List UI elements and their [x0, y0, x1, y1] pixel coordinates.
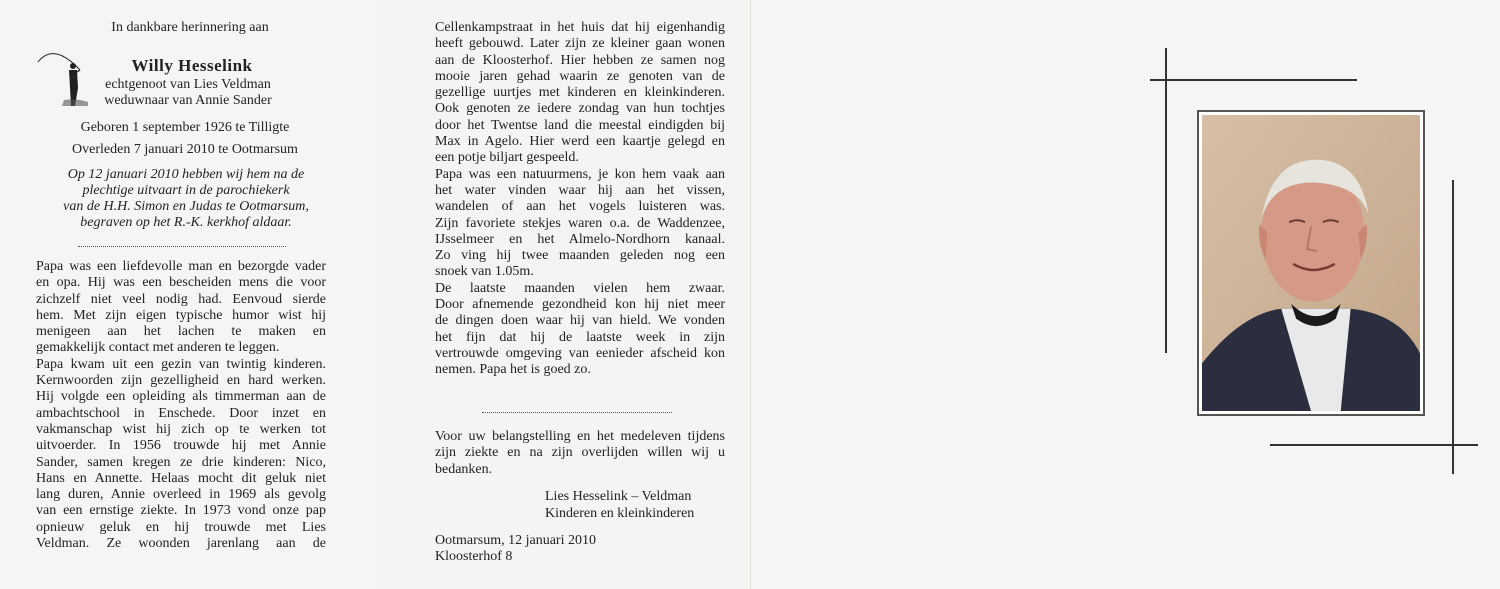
funeral-line: plechtige uitvaart in de parochiekerk — [82, 183, 290, 198]
bio-line: vakmanschap wist hij zich op te werken tot — [36, 421, 326, 437]
decorative-line-left — [1165, 48, 1167, 353]
decorative-line-top — [1150, 79, 1357, 81]
deceased-name: Willy Hesselink — [131, 56, 253, 75]
bio-line: door het Twentse land die meestal eindigden bij — [435, 117, 725, 133]
bio-line: Hans en Annette. Helaas mocht dit geluk niet — [36, 470, 326, 486]
bio-line: gemakkelijk contact met anderen te leggen. — [36, 340, 280, 356]
bio-line: Max in Agelo. Hier werd een kaartje gelegd en — [435, 134, 725, 150]
spouse-line: echtgenoot van Lies Veldman — [105, 77, 271, 92]
bio-line: wandelen of aan het vogels luisteren was. — [435, 199, 725, 215]
fisherman-silhouette-icon — [36, 40, 88, 110]
bio-line: gezellige uurtjes met kinderen en kleinkinderen. — [435, 85, 725, 101]
signature-children: Kinderen en kleinkinderen — [545, 506, 695, 521]
dotted-divider — [78, 246, 286, 247]
bio-line: het water vinden waar hij aan het vissen, — [435, 182, 725, 198]
intro-text: In dankbare herinnering aan — [111, 20, 269, 35]
address: Kloosterhof 8 — [435, 549, 513, 564]
widower-line: weduwnaar van Annie Sander — [104, 93, 272, 108]
biography-part-1 — [36, 259, 326, 552]
bio-line: Papa was een liefdevolle man en bezorgde vader — [36, 259, 326, 274]
bio-line: lang duren, Annie overleed in 1969 als gevolg — [36, 487, 326, 503]
bio-line: de dingen doen waar hij van hield. We vonden — [435, 313, 725, 329]
funeral-line: begraven op het R.-K. kerkhof aldaar. — [80, 215, 292, 230]
bio-line: hem. Met zijn eigen typische humor wist hij — [36, 307, 326, 323]
thanks-line: Voor uw belangstelling en het medeleven tijdens — [435, 429, 725, 444]
thanks-line: zijn ziekte en na zijn overlijden willen wij u — [435, 445, 725, 461]
bio-line: mooie jaren gehad waarin ze genoten van de — [435, 68, 725, 84]
bio-line: opnieuw geluk en hij trouwde met Lies — [36, 519, 326, 535]
decorative-line-right — [1452, 180, 1454, 474]
bio-line: IJsselmeer en het Almelo-Nordhorn kanaal. — [435, 231, 725, 247]
bio-line: en opa. Hij was een bescheiden mens die voor — [36, 275, 326, 291]
bio-line: Zo ving hij twee maanden geleden nog een — [435, 248, 725, 264]
bio-line: Zijn favoriete stekjes waren o.a. de Waddenzee, — [435, 215, 725, 231]
funeral-text — [40, 167, 332, 231]
bio-line: snoek van 1.05m. — [435, 264, 534, 280]
funeral-line: van de H.H. Simon en Judas te Ootmarsum, — [63, 199, 309, 214]
fold-line — [750, 0, 751, 589]
bio-line: Cellenkampstraat in het huis dat hij eigenhandig — [435, 20, 725, 35]
bio-line: vertrouwde omgeving van eenieder afscheid kon — [435, 345, 725, 361]
bio-line: menigeen aan het lachen te maken en — [36, 324, 326, 340]
bio-line: het fijn dat hij de laatste week in zijn — [435, 329, 725, 345]
bio-line: uitvoerder. In 1956 trouwde hij met Annie — [36, 438, 326, 454]
bio-line: Kernwoorden zijn gezelligheid en hard werken. — [36, 373, 326, 389]
portrait-photo — [1202, 115, 1420, 411]
decorative-line-bottom — [1270, 444, 1478, 446]
portrait-frame — [1197, 110, 1425, 416]
bio-line: Veldman. Ze woonden jarenlang aan de — [36, 536, 326, 552]
bio-line: aan de Kloosterhof. Hier hebben ze samen nog — [435, 52, 725, 68]
bio-line: nemen. Papa het is goed zo. — [435, 362, 591, 378]
thanks-line: bedanken. — [435, 461, 493, 477]
bio-line: een potje biljart gespeeld. — [435, 150, 579, 166]
bio-line: De laatste maanden vielen hem zwaar. — [435, 280, 725, 296]
bio-line: Door afnemende gezondheid kon hij niet meer — [435, 297, 725, 313]
bio-line: Sander, samen kregen ze drie kinderen: Nico, — [36, 454, 326, 470]
blank-panel — [750, 0, 1125, 589]
bio-line: heeft gebouwd. Later zijn ze kleiner gaan wonen — [435, 36, 725, 52]
dotted-divider — [482, 412, 672, 413]
bio-line: Papa kwam uit een gezin van twintig kinderen. — [36, 356, 326, 372]
bio-line: Ook genoten ze iedere zondag van hun tochtjes — [435, 101, 725, 117]
bio-line: Hij volgde een opleiding als timmerman aan de — [36, 389, 326, 405]
biography-part-2 — [435, 20, 725, 379]
birth-line: Geboren 1 september 1926 te Tilligte — [80, 120, 290, 135]
signature-family: Lies Hesselink – Veldman — [545, 489, 692, 504]
place-date: Ootmarsum, 12 januari 2010 — [435, 533, 596, 548]
bio-line: ambachtschool in Enschede. Door inzet en — [36, 405, 326, 421]
death-line: Overleden 7 januari 2010 te Ootmarsum — [72, 142, 298, 157]
bio-line: van een ernstige ziekte. In 1973 vond onze pap — [36, 503, 326, 519]
funeral-line: Op 12 januari 2010 hebben wij hem na de — [67, 167, 305, 182]
bio-line: zichzelf niet veel nodig had. Eenvoud sierde — [36, 291, 326, 307]
bio-line: Papa was een natuurmens, je kon hem vaak aan — [435, 166, 725, 182]
thanks-text — [435, 429, 725, 478]
